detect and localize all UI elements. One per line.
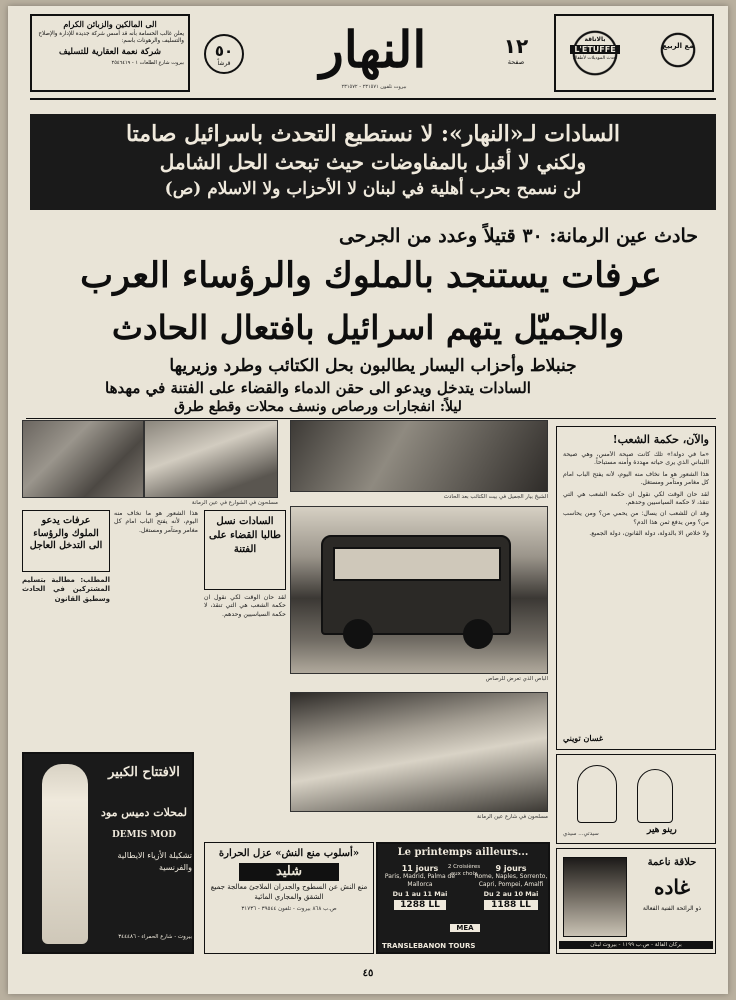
travel-right-days: 9 jours	[495, 864, 527, 873]
arafat-box	[22, 510, 110, 572]
photo3-caption: الباص الذي تعرض للرصاص	[485, 676, 548, 682]
column-para-4: ولا خلاص الا بالدولة، دولة القانون، دولة الجميع.	[589, 530, 709, 538]
second-column-text	[114, 510, 198, 746]
arafat-box-title: عرفات يدعو الملوك والرؤساء الى التدخل العاجل	[29, 515, 103, 551]
top-banner	[30, 114, 716, 210]
ad-insulation	[204, 842, 374, 954]
masthead-dateline: بيروت تلفون ٢٣١٥٧١ - ٢٣١٥٧٢	[341, 84, 407, 90]
travel-airline: MEA	[450, 924, 480, 932]
column-para-3: وقد آن للشعب ان يسأل: من يحمي من؟ ومن يحاسب من؟ ومن يدفع ثمن هذا الدم؟	[563, 510, 709, 526]
flower-label-2: مع الربيع	[662, 42, 694, 50]
price-value: ٥٠	[214, 42, 234, 60]
main-headline-2: والجميّل يتهم اسرائيل بافتعال الحادث	[111, 308, 625, 347]
photo-bus	[290, 506, 548, 674]
banner-line-3: لن نسمح بحرب أهلية في لبنان لا الأحزاب ولا الاسلام (ص)	[164, 179, 582, 199]
column-title: والآن، حكمة الشعب!	[612, 433, 709, 446]
travel-title: Le printemps ailleurs...	[397, 847, 529, 858]
ad-fashion	[22, 752, 194, 954]
sub-headline-3: ليلاً: انفجارات ورصاص ونسف محلات وقطع طرق	[174, 399, 462, 415]
insulation-brand: شليد	[239, 863, 339, 881]
column-para-1: هذا الشعور هو ما نخاف منه اليوم، لأنه يفتح الباب امام كل مغامر ومتآمر ومستغل.	[563, 470, 709, 487]
photo-street-2	[144, 420, 278, 498]
fashion-title: الافتتاح الكبير	[108, 765, 180, 780]
ad-top-left-body: يعلن غالب الحسامة بأنه قد أسس شركة جديدة للإدارة والإصلاح والتسليف والرهونات باسم:	[38, 31, 184, 44]
insulation-body: منع النش عن السطوح والجدران الملاجئ معالجة جميع الشقق والمجاري المائية	[210, 883, 368, 901]
masthead-rule	[30, 98, 716, 100]
flower-icon	[564, 22, 626, 84]
cartoon-brand: رينو هير	[647, 825, 677, 835]
masthead-title: النهار	[319, 20, 427, 79]
third-column-body: لقد حان الوقت لكي نقول ان حكمة الشعب هي التي تنقذ، لا حكمة السياسيين وحدهم.	[204, 594, 286, 618]
ad-travel	[376, 842, 550, 954]
insulation-footer: ص.ب ٨٦٨ بيروت - تلفون ٣٩٥٤٤ - ٣١٧٣٦	[241, 906, 337, 912]
photo-gunmen	[290, 692, 548, 812]
second-column-body: هذا الشعور هو ما نخاف منه اليوم، لأنه يفتح الباب امام كل مغامر ومتآمر ومستغل.	[114, 510, 198, 534]
sadat-box	[204, 510, 286, 590]
salon-line1: حلاقة ناعمة	[647, 857, 697, 868]
banner-line-1: السادات لـ«النهار»: لا نستطيع التحدث باسرائيل صامتا	[125, 121, 621, 147]
column-para-2: لقد حان الوقت لكي نقول ان حكمة الشعب هي التي تنقذ، لا حكمة السياسيين وحدهم.	[563, 490, 709, 507]
headline-rule	[26, 418, 716, 419]
bus-icon	[321, 535, 511, 635]
photo1-caption: مسلحون في الشوارع في عين الرمانة	[191, 500, 278, 506]
travel-mid: 2 Croisières aux choix	[447, 864, 481, 877]
travel-left-dest: Paris, Madrid, Palma de Mallorca	[384, 873, 456, 888]
model-figure-icon	[42, 764, 88, 944]
ad-top-left-company: شركة نعمة العقارية للتسليف	[59, 47, 161, 57]
third-column-text	[204, 594, 286, 746]
travel-left-price: 1288 LL	[394, 900, 446, 910]
salon-line3: ذو الرائحة الفنية الفعالة	[642, 905, 702, 912]
travel-left-dates: Du 1 au 11 Mai	[392, 890, 448, 898]
photo2-caption: الشيخ بيار الجميل في بيت الكتائب بعد الحادث	[443, 494, 548, 500]
cartoon-caption: سيدتي... سيدي	[563, 831, 599, 837]
masthead	[198, 16, 550, 94]
photo4-caption: مسلحون في شارع عين الرمانة	[476, 814, 548, 820]
ad-salon	[556, 848, 716, 954]
pages-value: ١٢	[503, 34, 529, 58]
travel-agency: TRANSLEBANON TOURS	[382, 942, 476, 950]
travel-right	[474, 864, 548, 912]
ad-top-left-footer: بيروت شارع الطلعات ١ - ٢٥٤٦٤١٩	[111, 60, 184, 66]
insulation-head: «أسلوب منع النش» عزل الحرارة	[218, 848, 360, 859]
main-headline-1: عرفات يستنجد بالملوك والرؤساء العرب	[80, 255, 662, 296]
column-author: غسان تويني	[563, 733, 604, 743]
pages-badge	[494, 34, 538, 74]
cartoon-figure-icon	[577, 765, 617, 823]
ad-top-left	[30, 14, 190, 92]
salon-footer: بركان الفالة - ص.ب ١١٩٩ - بيروت لبنان	[559, 941, 713, 949]
salon-name: غاده	[654, 875, 690, 899]
left-column-text	[22, 576, 110, 746]
page-number: ٤٥	[362, 968, 374, 979]
left-column-sub: المطلب: مطالبة بتسليم المشتركين في الحادث وسطيق القانون	[22, 576, 110, 603]
price-badge	[204, 34, 244, 74]
fashion-line2: لمحلات دميس مود	[101, 806, 187, 819]
fashion-footer: بيروت - شارع الحمراء - ٣٤٤٤٨٦	[118, 934, 192, 940]
cartoon-figure-2-icon	[637, 769, 673, 823]
pages-unit: صفحة	[507, 58, 525, 66]
kicker-headline: حادث عين الرمانة: ٣٠ قتيلاً وعدد من الجرحى	[338, 225, 698, 247]
photo-meeting	[290, 420, 548, 492]
travel-left-days: 11 jours	[401, 864, 439, 873]
price-unit: قرشاً	[217, 60, 231, 67]
fashion-body: تشكيلة الأزياء الايطالية والفرنسية	[117, 851, 192, 872]
ad-top-right	[554, 14, 714, 92]
sadat-box-title: السادات نسل طالبا القضاء على الفتنة	[209, 516, 281, 555]
ad-top-right-line: أحدث الموديلات لأطفال	[572, 56, 618, 61]
travel-right-dates: Du 2 au 10 Mai	[483, 890, 539, 898]
fashion-brand: DEMIS MOD	[111, 830, 177, 840]
banner-line-2: ولكني لا أقبل بالمفاوضات حيث تبحث الحل الشامل	[159, 150, 587, 174]
sub-headline-2: السادات يتدخل ويدعو الى حقن الدماء والقضاء على الفتنة في مهدها	[105, 379, 531, 397]
travel-right-dest: Rome, Naples, Sorrento, Capri, Pompei, Amalfi	[474, 873, 548, 888]
photo-street	[22, 420, 144, 498]
brand-name: L'ETUFFE	[570, 45, 620, 54]
flower-label-1: بالاناقة	[584, 36, 606, 43]
travel-right-price: 1188 LL	[484, 900, 538, 910]
flower-icon-small	[652, 24, 704, 76]
ad-top-left-heading: الى المالكين والزبائن الكرام	[63, 19, 157, 29]
face-photo	[563, 857, 627, 937]
column-para-0: «ما في دولة!» تلك كانت صيحة الأمس، وهي صيحة اللبناني الذي يرى حياته مهددة وأمنه مستباحاً.	[563, 451, 709, 467]
editorial-column	[556, 426, 716, 750]
newspaper-page	[8, 6, 728, 994]
ad-cartoon	[556, 754, 716, 844]
sub-headline-1: جنبلاط وأحزاب اليسار يطالبون بحل الكتائب وطرد وزيريها	[169, 356, 577, 376]
